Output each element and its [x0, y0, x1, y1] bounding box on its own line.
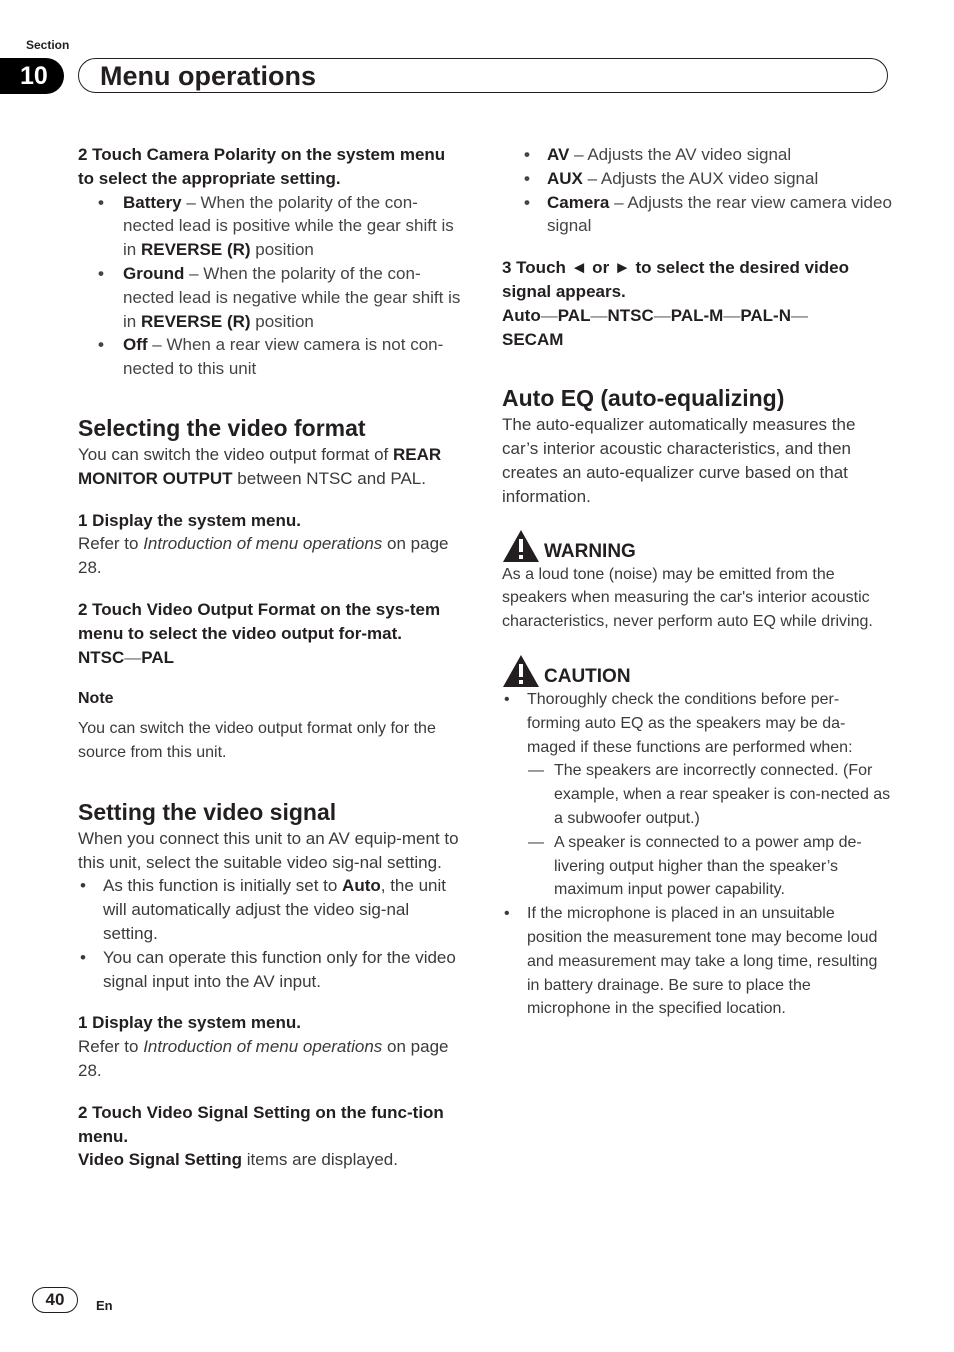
- language-label: En: [96, 1298, 113, 1313]
- format-step-1: 1 Display the system menu.: [78, 510, 301, 530]
- list-item: [78, 333, 463, 381]
- option-text: – Adjusts the AV video signal: [569, 145, 792, 164]
- signal-intro: When you connect this unit to an AV equip-ment to this unit, select the suitable video sig-nal setting.: [78, 828, 459, 872]
- list-item: [502, 143, 892, 167]
- signal-options-list: [502, 143, 892, 238]
- option-term: Off: [123, 335, 148, 355]
- heading-video-format: Selecting the video format: [78, 414, 366, 441]
- option-ntsc: NTSC: [78, 647, 125, 667]
- option-term: Camera: [547, 192, 610, 212]
- reference-text: Refer to: [78, 534, 144, 554]
- option-secam: SECAM: [502, 329, 564, 349]
- reference-text: on page 28.: [78, 1037, 449, 1080]
- caution-label: CAUTION: [544, 665, 631, 687]
- option-separator: —: [653, 305, 671, 325]
- option-text: position: [250, 240, 314, 260]
- format-intro-bold: REAR MONITOR OUTPUT: [78, 444, 442, 488]
- list-item: [502, 167, 892, 191]
- option-text: – When a rear view camera is not con-nected to this unit: [123, 335, 444, 379]
- option-separator: —: [791, 305, 808, 325]
- option-term: Battery: [123, 192, 182, 212]
- signal-reference: [78, 1035, 463, 1083]
- format-intro: [78, 443, 463, 491]
- option-separator: —: [590, 305, 608, 325]
- caution-header: [502, 652, 892, 688]
- signal-option-sequence: [502, 304, 892, 352]
- format-step-2: 2 Touch Video Output Format on the sys-tem menu to select the video output for-mat.: [78, 599, 441, 643]
- list-item: • If the microphone is placed in an unsuitable position the measurement tone may become loud and measurement may take a long time, resulting in battery drainage. Be sure to place the microphone in the specified location.: [502, 902, 892, 1021]
- option-text: – Adjusts the rear view camera video signal: [547, 192, 892, 236]
- list-subitem: — A speaker is connected to a power amp de-livering output higher than the speaker’s maximum input power capability.: [502, 831, 892, 902]
- format-intro-text: You can switch the video output format of: [78, 444, 394, 464]
- auto-eq-intro: The auto-equalizer automatically measures the car’s interior acoustic characteristics, and then creates an auto-equalizer curve based on that information.: [502, 415, 856, 506]
- signal-step-3: 3 Touch ◄ or ► to select the desired video signal appears.: [502, 258, 849, 301]
- option-pal-n: PAL-N: [740, 305, 791, 325]
- bullet-text: As this function is initially set to: [103, 876, 343, 896]
- caution-icon: [502, 654, 540, 688]
- right-column: [502, 143, 892, 1021]
- polarity-options-list: [78, 191, 463, 381]
- warning-header: [502, 527, 892, 563]
- bullet-bold: Auto: [342, 876, 381, 896]
- warning-text: As a loud tone (noise) may be emitted from the speakers when measuring the car's interior acoustic characteristics, never perform auto EQ while driving.: [502, 565, 873, 631]
- format-options: [78, 646, 463, 670]
- result-bold: Video Signal Setting: [78, 1150, 243, 1170]
- option-separator: —: [540, 305, 558, 325]
- option-term: Ground: [123, 263, 185, 283]
- warning-icon: [502, 529, 540, 563]
- option-separator: —: [723, 305, 741, 325]
- caution-list: [502, 688, 892, 1021]
- option-term: AUX: [547, 168, 583, 188]
- option-pal-m: PAL-M: [670, 305, 724, 325]
- reference-text: Refer to: [78, 1037, 144, 1057]
- list-item: [502, 191, 892, 239]
- page-title: Menu operations: [100, 61, 317, 91]
- list-subitem: — The speakers are incorrectly connected. (For example, when a rear speaker is con-nected as a subwoofer output.): [502, 759, 892, 830]
- note-text: You can switch the video output format only for the source from this unit.: [78, 720, 436, 761]
- heading-video-signal: Setting the video signal: [78, 798, 337, 825]
- option-term: AV: [547, 145, 570, 164]
- reference-italic: Introduction of menu operations: [143, 534, 383, 554]
- warning-label: WARNING: [544, 540, 636, 562]
- list-item: • Thoroughly check the conditions before per-forming auto EQ as the speakers may be da-maged if these functions are performed when:: [502, 688, 892, 759]
- signal-step-1: 1 Display the system menu.: [78, 1013, 301, 1033]
- format-intro-text: between NTSC and PAL.: [232, 468, 426, 488]
- option-pal: PAL: [557, 305, 591, 325]
- list-item: [78, 874, 463, 945]
- option-bold: REVERSE (R): [140, 240, 251, 260]
- signal-result: [78, 1148, 463, 1172]
- option-text: – When the polarity of the con-nected lead is negative while the gear shift is in: [123, 263, 461, 331]
- section-number-badge: 10: [0, 58, 64, 94]
- option-text: position: [250, 311, 314, 331]
- option-pal: PAL: [141, 647, 175, 667]
- format-reference: [78, 532, 463, 580]
- list-item: [78, 262, 463, 333]
- list-item: • You can operate this function only for the video signal input into the AV input.: [78, 946, 463, 994]
- page-number: 40: [32, 1287, 78, 1313]
- left-column: [78, 143, 463, 1172]
- section-label: Section: [26, 38, 70, 52]
- option-text: – Adjusts the AUX video signal: [582, 168, 819, 188]
- signal-step-2: 2 Touch Video Signal Setting on the func-tion menu.: [78, 1102, 444, 1146]
- bullet-text: , the unit will automatically adjust the video sig-nal setting.: [103, 876, 446, 943]
- reference-italic: Introduction of menu operations: [143, 1037, 383, 1057]
- option-ntsc: NTSC: [607, 305, 654, 325]
- option-text: – When the polarity of the con-nected lead is positive while the gear shift is in: [123, 192, 454, 260]
- note-heading: Note: [78, 690, 114, 708]
- reference-text: on page 28.: [78, 534, 449, 578]
- option-separator: —: [124, 647, 142, 667]
- step-camera-polarity: 2 Touch Camera Polarity on the system menu to select the appropriate setting.: [78, 145, 446, 188]
- list-item: [78, 191, 463, 262]
- heading-auto-eq: Auto EQ (auto-equalizing): [502, 385, 785, 412]
- option-bold: REVERSE (R): [140, 311, 251, 331]
- result-text: items are displayed.: [242, 1150, 398, 1170]
- option-auto: Auto: [502, 305, 541, 325]
- signal-notes-list: [78, 874, 463, 993]
